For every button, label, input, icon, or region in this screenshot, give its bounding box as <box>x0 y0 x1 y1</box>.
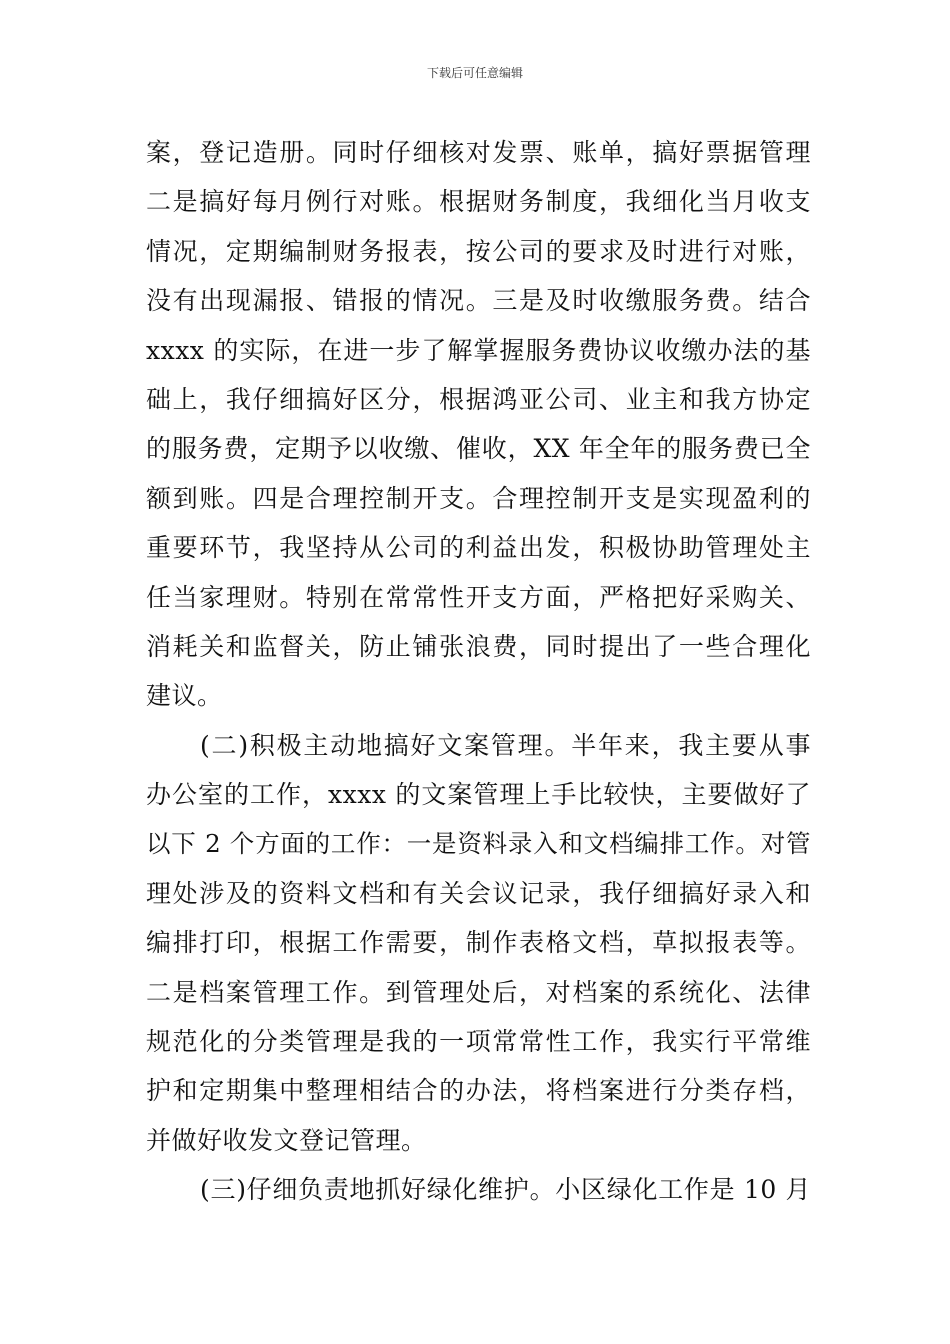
text-line: xxxx 的实际，在进一步了解掌握服务费协议收缴办法的基 <box>146 335 811 365</box>
text-line: 以下 2 个方面的工作：一是资料录入和文档编排工作。对管 <box>146 829 811 859</box>
page-header-note: 下载后可任意编辑 <box>426 66 523 80</box>
paragraph-greening <box>146 1165 811 1214</box>
text-line: 办公室的工作，xxxx 的文案管理上手比较快，主要做好了 <box>146 780 811 810</box>
text-line: 任当家理财。特别在常常性开支方面，严格把好采购关、 <box>146 582 811 612</box>
text-line: 没有出现漏报、错报的情况。三是及时收缴服务费。结合 <box>146 286 811 316</box>
text-line: 规范化的分类管理是我的一项常常性工作，我实行平常维 <box>146 1027 811 1057</box>
paragraph-document-management <box>146 721 811 1166</box>
text-line: 二是搞好每月例行对账。根据财务制度，我细化当月收支 <box>146 187 811 217</box>
text-line: 额到账。四是合理控制开支。合理控制开支是实现盈利的 <box>146 483 811 513</box>
text-line: 情况，定期编制财务报表，按公司的要求及时进行对账， <box>146 236 811 266</box>
text-line: 理处涉及的资料文档和有关会议记录，我仔细搞好录入和 <box>146 878 811 908</box>
text-line: 二是档案管理工作。到管理处后，对档案的系统化、法律 <box>146 977 811 1007</box>
text-line: 建议。 <box>146 681 223 711</box>
text-line: (三)仔细负责地抓好绿化维护。小区绿化工作是 10 月 <box>200 1175 811 1205</box>
text-line: (二)积极主动地搞好文案管理。半年来，我主要从事 <box>200 730 811 760</box>
paragraph-finance <box>146 128 811 721</box>
text-line: 消耗关和监督关，防止铺张浪费，同时提出了一些合理化 <box>146 631 811 661</box>
text-line: 并做好收发文登记管理。 <box>146 1125 427 1155</box>
document-body <box>146 128 811 1215</box>
text-line: 护和定期集中整理相结合的办法，将档案进行分类存档， <box>146 1076 811 1106</box>
text-line: 编排打印，根据工作需要，制作表格文档，草拟报表等。 <box>146 928 811 958</box>
text-line: 重要环节，我坚持从公司的利益出发，积极协助管理处主 <box>146 533 811 563</box>
text-line: 础上，我仔细搞好区分，根据鸿亚公司、业主和我方协定 <box>146 384 811 414</box>
text-line: 的服务费，定期予以收缴、催收，XX 年全年的服务费已全 <box>146 434 811 464</box>
text-line: 案，登记造册。同时仔细核对发票、账单，搞好票据管理 <box>146 138 811 167</box>
